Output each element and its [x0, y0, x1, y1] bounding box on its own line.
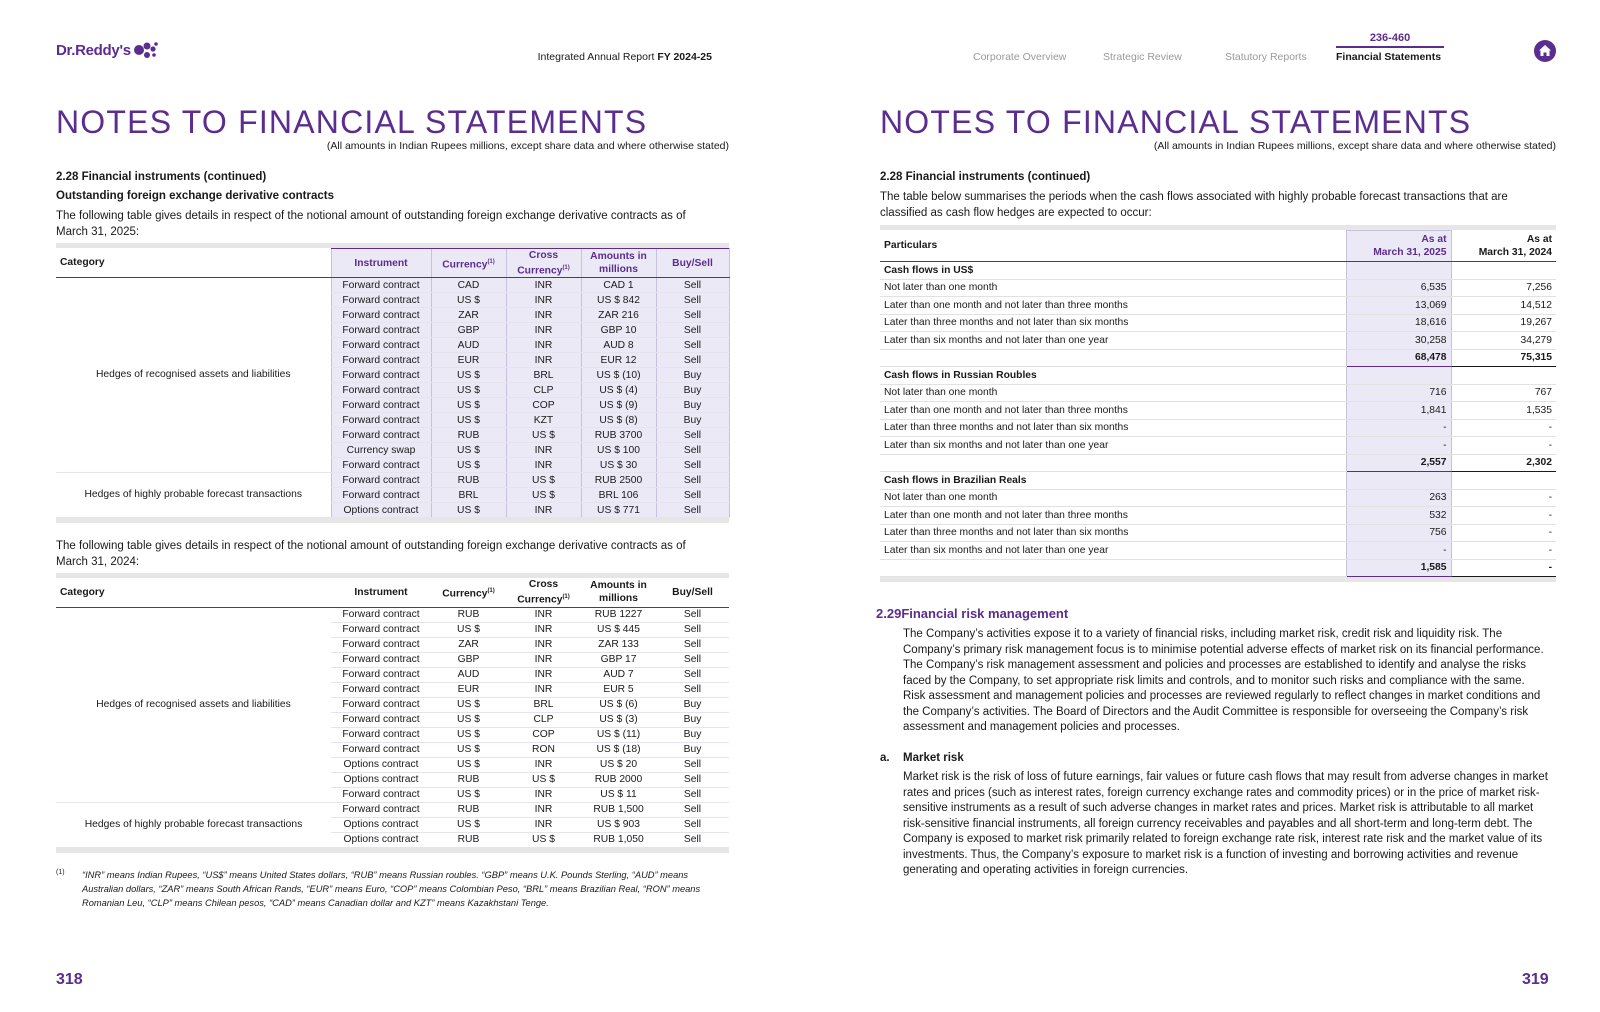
amount-cell: AUD 7 [581, 667, 656, 682]
col-currency: Currency$^{(1)}$ [431, 578, 506, 607]
table-row [56, 802, 729, 817]
amount-cell: EUR 5 [581, 682, 656, 697]
table-row [880, 297, 1556, 315]
table-row [880, 314, 1556, 332]
value-2024-cell: 767 [1451, 384, 1556, 402]
risk-paragraph: The Company’s activities expose it to a variety of financial risks, including market risk, credit risk and liquidity risk. The Company’s primary risk management focus is to minimise potential adverse effects of market risk on its financial performance. The Company’s risk management assessment and policies and processes are established to identify and analyse the risks faced by the Company, to set appropriate risk limits and controls, and to monitor such risks and compliance with the same. Risk assessment and management policies and processes are reviewed regularly to reflect changes in market conditions and the Company’s activities. The Board of Directors and the Audit Committee is responsible for overseeing the Company’s risk assessment and management policies and processes. [903, 628, 1544, 733]
buy-sell-cell: Sell [656, 652, 729, 667]
value-2024-cell: - [1451, 489, 1556, 507]
table-row [880, 419, 1556, 437]
instrument-cell: Options contract [331, 832, 431, 847]
period-cell: Later than six months and not later than one year [880, 437, 1346, 455]
value-2025-cell: 18,616 [1346, 314, 1451, 332]
amount-cell: RUB 1227 [581, 607, 656, 622]
page-title-left: NOTES TO FINANCIAL STATEMENTS [56, 104, 648, 140]
market-risk-paragraph: Market risk is the risk of loss of future earnings, fair values or future cash flows that may result from adverse changes in market rates and prices (such as interest rates, foreign currency exchange rates and commodity prices) or in the price of market risk-sensitive instruments as a result of such adverse changes in market rates and prices. Market risk is attributable to all market risk-sensitive financial instruments, all foreign currency receivables and payables and all short-term and long-term debt. The Company is exposed to market risk primarily related to foreign exchange rate risk, interest rate risk and the market value of its investments. Thus, the Company’s exposure to market risk is a function of investing and borrowing activities and revenue generating and operating activities in foreign currencies. [903, 771, 1548, 876]
subsection-heading: Outstanding foreign exchange derivative contracts [56, 190, 334, 202]
amount-cell: RUB 2500 [581, 473, 656, 488]
cross-currency-cell: US $ [506, 832, 581, 847]
table-row [880, 524, 1556, 542]
buy-sell-cell: Buy [656, 742, 729, 757]
cross-currency-cell: US $ [506, 428, 581, 443]
value-2024-cell: 19,267 [1451, 314, 1556, 332]
instrument-cell: Forward contract [331, 607, 431, 622]
currency-cell: US $ [431, 503, 506, 518]
cross-currency-cell: INR [506, 443, 581, 458]
page-title-right: NOTES TO FINANCIAL STATEMENTS [880, 104, 1472, 140]
amount-cell: BRL 106 [581, 488, 656, 503]
cross-currency-cell: BRL [506, 368, 581, 383]
instrument-cell: Forward contract [331, 712, 431, 727]
amount-cell: US $ (8) [581, 413, 656, 428]
instrument-cell: Forward contract [331, 488, 431, 503]
amount-cell: US $ (10) [581, 368, 656, 383]
cross-currency-cell: INR [506, 607, 581, 622]
category-cell: Hedges of highly probable forecast transactions [56, 473, 331, 518]
cross-currency-cell: INR [506, 817, 581, 832]
total-2025-cell: 2,557 [1346, 454, 1451, 472]
instrument-cell: Forward contract [331, 682, 431, 697]
table-row [880, 332, 1556, 350]
table-row [880, 489, 1556, 507]
amount-cell: US $ 30 [581, 458, 656, 473]
value-2024-cell: - [1451, 419, 1556, 437]
brand-name: Dr.Reddy's [56, 41, 131, 59]
currency-cell: RUB [431, 473, 506, 488]
col-amounts: Amounts in millions [581, 578, 656, 607]
report-title [538, 51, 712, 63]
period-cell: Later than three months and not later than six months [880, 314, 1346, 332]
table-row [880, 437, 1556, 455]
currency-cell: US $ [431, 697, 506, 712]
table-row [880, 402, 1556, 420]
instrument-cell: Forward contract [331, 622, 431, 637]
total-2025-cell: 1,585 [1346, 559, 1451, 577]
total-row [880, 349, 1556, 367]
amount-cell: US $ (6) [581, 697, 656, 712]
currency-cell: US $ [431, 443, 506, 458]
cross-currency-cell: INR [506, 458, 581, 473]
cross-currency-cell: INR [506, 622, 581, 637]
instrument-cell: Options contract [331, 503, 431, 518]
table-row [56, 473, 729, 488]
period-cell: Not later than one month [880, 279, 1346, 297]
currency-cell: US $ [431, 368, 506, 383]
amount-cell: RUB 1,500 [581, 802, 656, 817]
amount-cell: US $ 771 [581, 503, 656, 518]
currency-cell: CAD [431, 278, 506, 293]
cross-currency-cell: INR [506, 293, 581, 308]
period-cell: Later than one month and not later than three months [880, 297, 1346, 315]
buy-sell-cell: Sell [656, 667, 729, 682]
instrument-cell: Options contract [331, 817, 431, 832]
amount-cell: US $ 20 [581, 757, 656, 772]
instrument-cell: Forward contract [331, 338, 431, 353]
col-category: Category [56, 578, 331, 607]
buy-sell-cell: Sell [656, 607, 729, 622]
buy-sell-cell: Sell [656, 473, 729, 488]
currency-cell: ZAR [431, 637, 506, 652]
col-2024: As at March 31, 2024 [1451, 231, 1556, 262]
cross-currency-cell: INR [506, 503, 581, 518]
cross-currency-cell: INR [506, 353, 581, 368]
amount-cell: US $ 11 [581, 787, 656, 802]
instrument-cell: Options contract [331, 772, 431, 787]
empty-cell [1346, 472, 1451, 490]
currency-cell: AUD [431, 338, 506, 353]
currency-cell: BRL [431, 488, 506, 503]
instrument-cell: Forward contract [331, 398, 431, 413]
period-cell: Later than six months and not later than one year [880, 332, 1346, 350]
amount-cell: GBP 17 [581, 652, 656, 667]
buy-sell-cell: Sell [656, 682, 729, 697]
currency-cell: RUB [431, 832, 506, 847]
amount-cell: AUD 8 [581, 338, 656, 353]
instrument-cell: Options contract [331, 757, 431, 772]
amount-cell: GBP 10 [581, 323, 656, 338]
section-heading-left: 2.28 Financial instruments (continued) [56, 171, 267, 183]
currency-cell: RUB [431, 428, 506, 443]
col-instrument: Instrument [331, 578, 431, 607]
empty-cell [1451, 472, 1556, 490]
group-name: Cash flows in Russian Roubles [880, 367, 1346, 385]
cashflow-intro: The table below summarises the periods when the cash flows associated with highly probable forecast transactions that are classified as cash flow hedges are expected to occur: [880, 191, 1508, 219]
category-cell: Hedges of recognised assets and liabilities [56, 278, 331, 473]
period-cell: Not later than one month [880, 489, 1346, 507]
instrument-cell: Forward contract [331, 353, 431, 368]
total-row [880, 559, 1556, 577]
period-cell: Later than three months and not later than six months [880, 419, 1346, 437]
nav-corporate-overview[interactable]: Corporate Overview [973, 51, 1067, 63]
currency-cell: US $ [431, 458, 506, 473]
cross-currency-cell: COP [506, 398, 581, 413]
category-cell: Hedges of highly probable forecast transactions [56, 802, 331, 847]
brand-logo [56, 40, 159, 60]
cross-currency-cell: INR [506, 338, 581, 353]
value-2024-cell: 34,279 [1451, 332, 1556, 350]
cross-currency-cell: US $ [506, 473, 581, 488]
cross-currency-cell: INR [506, 667, 581, 682]
value-2024-cell: - [1451, 542, 1556, 560]
value-2025-cell: 13,069 [1346, 297, 1451, 315]
amount-cell: US $ 842 [581, 293, 656, 308]
instrument-cell: Currency swap [331, 443, 431, 458]
value-2024-cell: - [1451, 437, 1556, 455]
currency-cell: US $ [431, 727, 506, 742]
instrument-cell: Forward contract [331, 458, 431, 473]
col-currency: Currency$^{(1)}$ [431, 249, 506, 278]
nav-financial-statements[interactable]: Financial Statements [1336, 51, 1442, 63]
total-2024-cell: - [1451, 559, 1556, 577]
buy-sell-cell: Sell [656, 817, 729, 832]
instrument-cell: Forward contract [331, 652, 431, 667]
value-2025-cell: 756 [1346, 524, 1451, 542]
intro-2025: The following table gives details in respect of the notional amount of outstanding foreign exchange derivative contracts as of March 31, 2025: [56, 210, 686, 238]
report-title-year: FY 2024-25 [657, 51, 712, 63]
amount-cell: US $ 445 [581, 622, 656, 637]
col-cross-currency: Cross Currency$^{(1)}$ [506, 578, 581, 607]
fx-table-2025 [56, 243, 729, 523]
total-2025-cell: 68,478 [1346, 349, 1451, 367]
risk-title: Financial risk management [901, 606, 1069, 621]
buy-sell-cell: Sell [656, 323, 729, 338]
currency-cell: US $ [431, 622, 506, 637]
buy-sell-cell: Sell [656, 293, 729, 308]
empty-cell [1346, 262, 1451, 280]
page-number-right: 319 [1522, 971, 1549, 988]
total-row [880, 454, 1556, 472]
currency-cell: US $ [431, 742, 506, 757]
table-row [880, 542, 1556, 560]
buy-sell-cell: Sell [656, 637, 729, 652]
instrument-cell: Forward contract [331, 697, 431, 712]
intro-2024: The following table gives details in respect of the notional amount of outstanding foreign exchange derivative contracts as of March 31, 2024: [56, 540, 686, 568]
buy-sell-cell: Sell [656, 787, 729, 802]
cross-currency-cell: RON [506, 742, 581, 757]
amount-cell: US $ 903 [581, 817, 656, 832]
fx-table-2024-grid [56, 578, 729, 848]
amount-cell: US $ (4) [581, 383, 656, 398]
instrument-cell: Forward contract [331, 383, 431, 398]
cross-currency-cell: KZT [506, 413, 581, 428]
currency-cell: EUR [431, 353, 506, 368]
table-bottom-bar [56, 518, 729, 523]
currency-cell: EUR [431, 682, 506, 697]
value-2025-cell: 6,535 [1346, 279, 1451, 297]
group-header-row [880, 262, 1556, 280]
buy-sell-cell: Sell [656, 503, 729, 518]
col-particulars: Particulars [880, 231, 1346, 262]
amount-cell: CAD 1 [581, 278, 656, 293]
risk-number: 2.29 [876, 606, 902, 621]
buy-sell-cell: Sell [656, 458, 729, 473]
nav-strategic-review[interactable]: Strategic Review [1103, 51, 1182, 63]
value-2025-cell: - [1346, 419, 1451, 437]
table-row [880, 507, 1556, 525]
instrument-cell: Forward contract [331, 637, 431, 652]
amount-cell: US $ 100 [581, 443, 656, 458]
cross-currency-cell: INR [506, 787, 581, 802]
empty-cell [880, 559, 1346, 577]
currency-cell: US $ [431, 383, 506, 398]
cross-currency-cell: INR [506, 637, 581, 652]
buy-sell-cell: Buy [656, 413, 729, 428]
cross-currency-cell: INR [506, 308, 581, 323]
col-buy-sell: Buy/Sell [656, 578, 729, 607]
currency-cell: US $ [431, 712, 506, 727]
period-cell: Later than six months and not later than one year [880, 542, 1346, 560]
cross-currency-cell: INR [506, 757, 581, 772]
col-category: Category [56, 249, 331, 278]
instrument-cell: Forward contract [331, 308, 431, 323]
value-2024-cell: 14,512 [1451, 297, 1556, 315]
buy-sell-cell: Sell [656, 308, 729, 323]
currency-cell: US $ [431, 413, 506, 428]
table-row [880, 279, 1556, 297]
value-2025-cell: 532 [1346, 507, 1451, 525]
col-cross-currency: Cross Currency$^{(1)}$ [506, 249, 581, 278]
subtitle-right: (All amounts in Indian Rupees millions, except share data and where otherwise stated) [1153, 140, 1556, 152]
value-2024-cell: 7,256 [1451, 279, 1556, 297]
instrument-cell: Forward contract [331, 787, 431, 802]
amount-cell: US $ (3) [581, 712, 656, 727]
instrument-cell: Forward contract [331, 323, 431, 338]
value-2025-cell: 263 [1346, 489, 1451, 507]
table-bottom-bar [880, 577, 1556, 582]
amount-cell: US $ (11) [581, 727, 656, 742]
amount-cell: US $ (18) [581, 742, 656, 757]
instrument-cell: Forward contract [331, 368, 431, 383]
instrument-cell: Forward contract [331, 473, 431, 488]
period-cell: Not later than one month [880, 384, 1346, 402]
table-bottom-bar [56, 848, 729, 853]
fx-table-2025-grid [56, 248, 730, 518]
amount-cell: RUB 3700 [581, 428, 656, 443]
footnote-text: “INR” means Indian Rupees, “US$” means United States dollars, “RUB” means Russian roubles. “GBP” means U.K. Pounds Sterling, “AUD” means Australian dollars, “ZAR” means South African Rands, “EUR” means Euro, “COP” means Colombian Peso, “BRL” means Brazilian Real, “RON” means Romanian Leu, “CLP” means Chilean pesos, “CAD” means Canadian dollar and KZT” means Kazakhstani Tenge. [82, 870, 701, 908]
currency-cell: GBP [431, 323, 506, 338]
cashflow-table-grid [880, 230, 1556, 577]
total-2024-cell: 75,315 [1451, 349, 1556, 367]
period-cell: Later than one month and not later than three months [880, 402, 1346, 420]
buy-sell-cell: Sell [656, 488, 729, 503]
footnote [56, 868, 716, 910]
risk-heading [876, 606, 1068, 621]
currency-cell: RUB [431, 607, 506, 622]
page-number-left: 318 [56, 971, 83, 988]
cross-currency-cell: INR [506, 682, 581, 697]
currency-cell: GBP [431, 652, 506, 667]
buy-sell-cell: Sell [656, 772, 729, 787]
amount-cell: US $ (9) [581, 398, 656, 413]
currency-cell: US $ [431, 398, 506, 413]
col-amounts: Amounts in millions [581, 249, 656, 278]
buy-sell-cell: Sell [656, 278, 729, 293]
section-heading-right: 2.28 Financial instruments (continued) [880, 171, 1091, 183]
empty-cell [1346, 367, 1451, 385]
cross-currency-cell: INR [506, 323, 581, 338]
instrument-cell: Forward contract [331, 727, 431, 742]
currency-cell: AUD [431, 667, 506, 682]
amount-cell: RUB 2000 [581, 772, 656, 787]
buy-sell-cell: Sell [656, 622, 729, 637]
value-2025-cell: 1,841 [1346, 402, 1451, 420]
buy-sell-cell: Buy [656, 383, 729, 398]
cross-currency-cell: COP [506, 727, 581, 742]
market-risk-heading: Market risk [903, 752, 964, 764]
buy-sell-cell: Sell [656, 832, 729, 847]
cross-currency-cell: INR [506, 652, 581, 667]
buy-sell-cell: Buy [656, 727, 729, 742]
value-2024-cell: 1,535 [1451, 402, 1556, 420]
period-cell: Later than one month and not later than three months [880, 507, 1346, 525]
col-instrument: Instrument [331, 249, 431, 278]
col-buy-sell: Buy/Sell [656, 249, 729, 278]
home-icon [1534, 40, 1556, 62]
empty-cell [880, 454, 1346, 472]
buy-sell-cell: Sell [656, 802, 729, 817]
amount-cell: ZAR 133 [581, 637, 656, 652]
category-cell: Hedges of recognised assets and liabilities [56, 607, 331, 802]
currency-cell: US $ [431, 293, 506, 308]
cross-currency-cell: INR [506, 278, 581, 293]
col-2025: As at March 31, 2025 [1346, 231, 1451, 262]
empty-cell [880, 349, 1346, 367]
cross-currency-cell: BRL [506, 697, 581, 712]
buy-sell-cell: Buy [656, 697, 729, 712]
period-cell: Later than three months and not later than six months [880, 524, 1346, 542]
table-row [56, 278, 729, 293]
value-2025-cell: 30,258 [1346, 332, 1451, 350]
currency-cell: US $ [431, 817, 506, 832]
table-row [56, 607, 729, 622]
buy-sell-cell: Buy [656, 398, 729, 413]
currency-cell: US $ [431, 757, 506, 772]
instrument-cell: Forward contract [331, 278, 431, 293]
cross-currency-cell: CLP [506, 712, 581, 727]
table-row [880, 384, 1556, 402]
cross-currency-cell: US $ [506, 488, 581, 503]
amount-cell: EUR 12 [581, 353, 656, 368]
instrument-cell: Forward contract [331, 413, 431, 428]
value-2025-cell: - [1346, 542, 1451, 560]
instrument-cell: Forward contract [331, 293, 431, 308]
logo-dots-icon [133, 40, 159, 60]
total-2024-cell: 2,302 [1451, 454, 1556, 472]
cross-currency-cell: US $ [506, 772, 581, 787]
nav-statutory-reports[interactable]: Statutory Reports [1225, 51, 1307, 63]
group-name: Cash flows in US$ [880, 262, 1346, 280]
cashflow-table [880, 225, 1556, 582]
currency-cell: ZAR [431, 308, 506, 323]
empty-cell [1451, 367, 1556, 385]
amount-cell: ZAR 216 [581, 308, 656, 323]
buy-sell-cell: Sell [656, 353, 729, 368]
instrument-cell: Forward contract [331, 667, 431, 682]
instrument-cell: Forward contract [331, 428, 431, 443]
report-title-prefix: Integrated Annual Report [537, 51, 655, 63]
buy-sell-cell: Sell [656, 338, 729, 353]
empty-cell [1451, 262, 1556, 280]
value-2025-cell: 716 [1346, 384, 1451, 402]
value-2024-cell: - [1451, 507, 1556, 525]
value-2024-cell: - [1451, 524, 1556, 542]
fx-table-2024 [56, 573, 729, 853]
group-header-row [880, 472, 1556, 490]
instrument-cell: Forward contract [331, 742, 431, 757]
buy-sell-cell: Sell [656, 757, 729, 772]
subtitle-left: (All amounts in Indian Rupees millions, except share data and where otherwise stated) [326, 140, 729, 152]
amount-cell: RUB 1,050 [581, 832, 656, 847]
market-risk-label: a. [880, 752, 890, 764]
footnote-mark: (1) [56, 869, 65, 876]
currency-cell: US $ [431, 787, 506, 802]
currency-cell: RUB [431, 802, 506, 817]
buy-sell-cell: Buy [656, 368, 729, 383]
instrument-cell: Forward contract [331, 802, 431, 817]
cross-currency-cell: CLP [506, 383, 581, 398]
buy-sell-cell: Sell [656, 428, 729, 443]
buy-sell-cell: Sell [656, 443, 729, 458]
group-header-row [880, 367, 1556, 385]
page-range: 236-460 [1336, 32, 1444, 48]
buy-sell-cell: Buy [656, 712, 729, 727]
currency-cell: RUB [431, 772, 506, 787]
group-name: Cash flows in Brazilian Reals [880, 472, 1346, 490]
home-button[interactable] [1534, 40, 1556, 62]
value-2025-cell: - [1346, 437, 1451, 455]
cross-currency-cell: INR [506, 802, 581, 817]
